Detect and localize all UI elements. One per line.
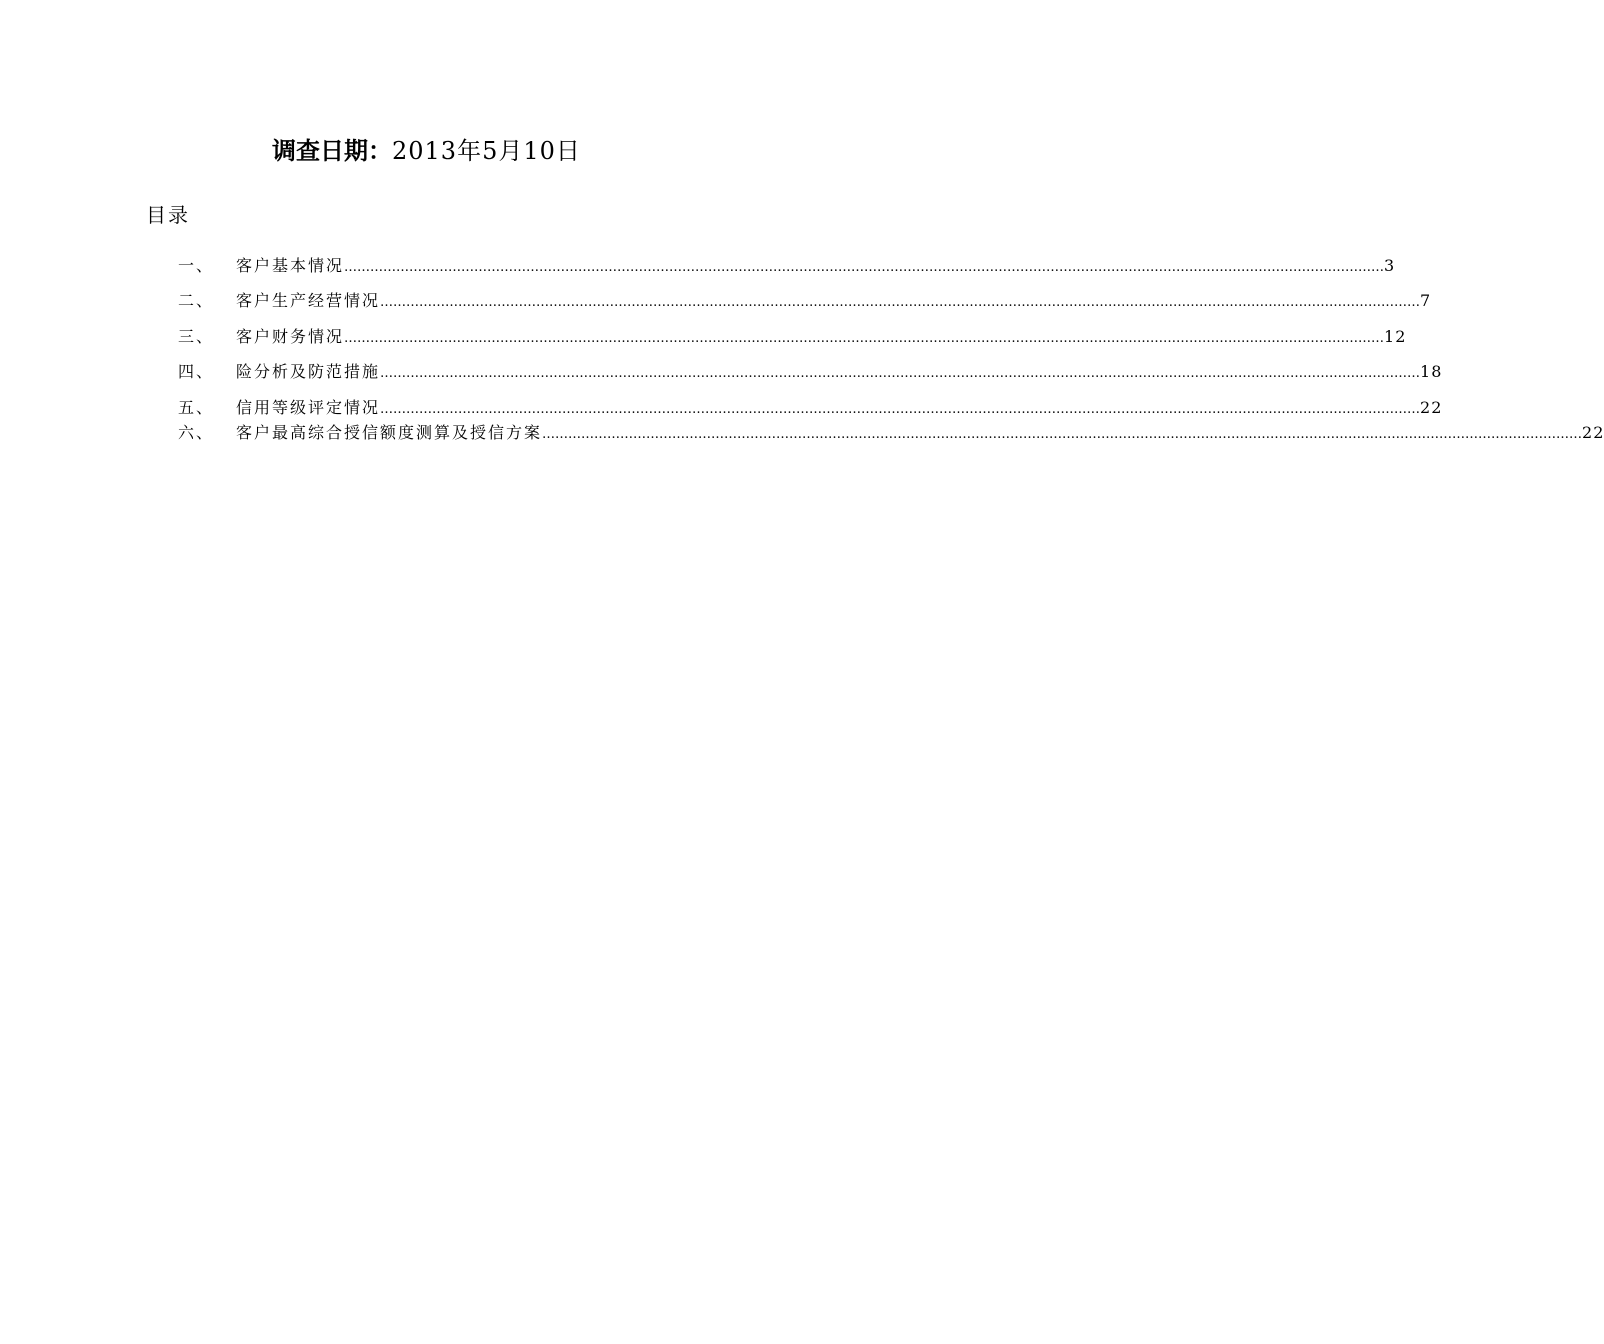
toc-entry-1[interactable] <box>178 254 1396 278</box>
toc-dot-leader: …………………………………………………………………………………………………………………………………………………………………………………………………………………… <box>380 402 1421 417</box>
toc-entry-title: 客户最高综合授信额度测算及授信方案 <box>236 423 543 442</box>
toc-entry-3[interactable] <box>178 325 1407 349</box>
toc-entry-number: 四、 <box>178 362 215 381</box>
survey-date <box>272 133 581 169</box>
survey-date-value: 2013年5月10日 <box>392 137 581 165</box>
toc-entry-page: 22 <box>1420 398 1443 417</box>
toc-entry-page: 18 <box>1420 362 1443 381</box>
toc-entry-number: 五、 <box>178 398 215 417</box>
survey-date-label: 调查日期： <box>272 137 392 165</box>
toc-entry-title: 信用等级评定情况 <box>236 398 381 417</box>
toc-entry-number: 六、 <box>178 423 215 442</box>
toc-entry-title: 客户生产经营情况 <box>236 291 381 310</box>
toc-heading: 目录 <box>146 203 190 227</box>
toc-entry-6[interactable] <box>178 421 1604 445</box>
toc-entry-page: 3 <box>1384 256 1396 275</box>
toc-entry-number: 二、 <box>178 291 215 310</box>
toc-dot-leader: …………………………………………………………………………………………………………………………………………………………………………………………………………………… <box>380 295 1421 310</box>
toc-entry-4[interactable] <box>178 360 1443 384</box>
toc-dot-leader: …………………………………………………………………………………………………………………………………………………………………………………………………………………… <box>344 260 1385 275</box>
toc-dot-leader: …………………………………………………………………………………………………………………………………………………………………………………………………………………… <box>344 331 1385 346</box>
toc-entry-title: 客户基本情况 <box>236 256 345 275</box>
toc-entry-title: 客户财务情况 <box>236 327 345 346</box>
toc-entry-page: 12 <box>1384 327 1407 346</box>
toc-entry-number: 三、 <box>178 327 215 346</box>
toc-entry-2[interactable] <box>178 289 1432 313</box>
toc-dot-leader: …………………………………………………………………………………………………………………………………………………………………………………………………………………… <box>542 427 1583 442</box>
toc-entry-5[interactable] <box>178 396 1443 420</box>
toc-entry-page: 22 <box>1582 423 1604 442</box>
toc-dot-leader: …………………………………………………………………………………………………………………………………………………………………………………………………………………… <box>380 366 1421 381</box>
toc-entry-number: 一、 <box>178 256 215 275</box>
toc-entry-page: 7 <box>1420 291 1432 310</box>
toc-entry-title: 险分析及防范措施 <box>236 362 381 381</box>
